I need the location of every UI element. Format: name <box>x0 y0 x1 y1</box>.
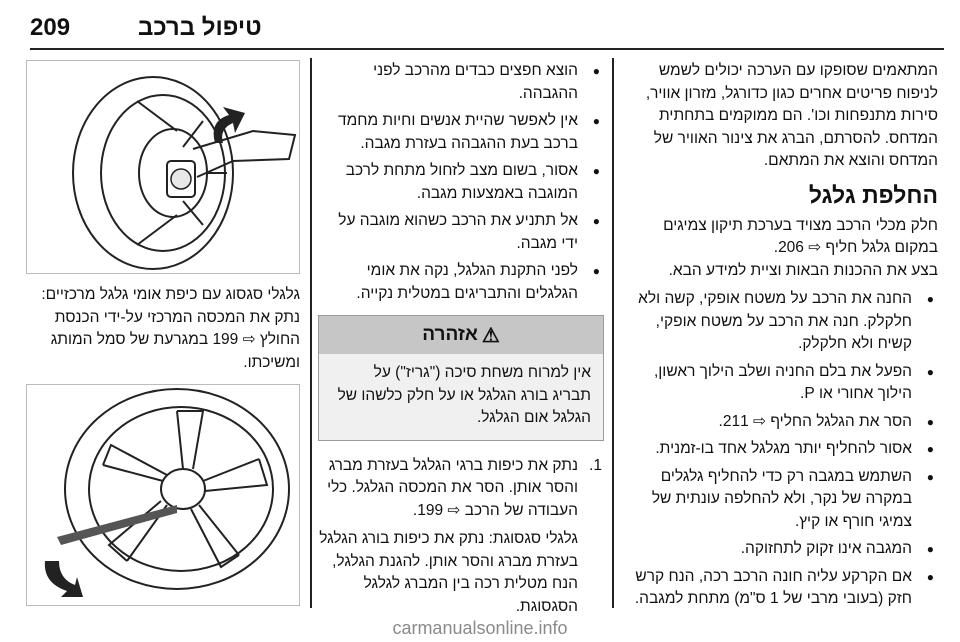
list-item: ● אסור להחליף יותר מגלגל אחד בו-זמנית. <box>620 438 938 461</box>
warning-header <box>319 316 603 354</box>
list-item: ● אין לאפשר שהיית אנשים וחיות מחמד ברכב בעת ההגבהה בעזרת מגבה. <box>318 110 604 155</box>
list-item: ● הסר את הגלגל החליף ⇨ 211. <box>620 411 938 434</box>
warning-title: אזהרה <box>422 324 478 345</box>
step-text: גלגלי סגסוגת: נתק את כיפות בורג הגלגל בעזרת מברג והסר אותן. להגנת הגלגל, הנח מטלית רכה בין המברג לגלגל הסגסוגת. <box>319 530 578 615</box>
hubcap-caption: גלגלי סגסוג עם כיפת אומי גלגל מרכזיים: נתק את המכסה המרכזי על-ידי הכנסת החולץ ⇨ 199 במגרעת של סמל המותג ומשיכתו. <box>41 286 300 371</box>
step-item <box>318 528 604 618</box>
column-divider <box>310 58 312 608</box>
middle-column <box>318 60 604 624</box>
list-item: ● השתמש במגבה רק כדי להחליף גלגלים במקרה של נקר, ולא להחלפה עונתית של צמיגי חורף או קיץ. <box>620 466 938 534</box>
adapters-paragraph: המתאמים שסופקו עם הערכה יכולים לשמש לניפוח פריטים אחרים כגון כדורגל, מזרון אוויר, סירות מתנפחות וכו'. הם ממוקמים בתחתית המדחס. להסרתם, הברג את צינור האוויר של המדחס והוצא את המתאם. <box>645 62 938 169</box>
kit-paragraph: חלק מכלי הרכב מצויד בערכת תיקון צמיגים במקום גלגל חליף ⇨ 206. <box>663 216 938 256</box>
wheel-bolt-cap-illustration <box>26 384 300 606</box>
watermark: carmanualsonline.info <box>392 618 568 638</box>
step-item <box>318 455 604 523</box>
prep-bullet-list <box>620 288 938 611</box>
step-text: נתק את כיפות ברגי הגלגל בעזרת מברג והסר אותן. הסר את המכסה הגלגל. כלי העבודה של הרכב ⇨ 199. <box>327 456 578 519</box>
column-divider <box>612 58 614 608</box>
list-item: ● הפעל את בלם החניה ושלב הילוך ראשון, הילוך אחורי או P. <box>620 361 938 406</box>
warning-text: אין למרוח משחת סיכה ("גריז") על תבריג בורג הגלגל או על חלק כלשהו של הגלגל אום הגלגל. <box>319 354 603 440</box>
list-item: ● החנה את הרכב על משטח אופקי, קשה ולא חלקלק. חנה את הרכב על משטח אופקי, קשיח ולא חלקלק. <box>620 288 938 356</box>
page-number: 209 <box>30 14 71 41</box>
list-item: ● המגבה אינו זקוק לתחזוקה. <box>620 538 938 561</box>
list-item: ● אסור, בשום מצב לזחול מתחת לרכב המוגבה באמצעות מגבה. <box>318 160 604 205</box>
right-column <box>620 60 938 616</box>
list-item: ● לפני התקנת הגלגל, נקה את אומי הגלגלים והתבריגים במטלית נקייה. <box>318 260 604 305</box>
steps-list <box>318 455 604 619</box>
left-column <box>28 60 300 606</box>
section-title: טיפול ברכב <box>138 14 262 41</box>
list-item: ● הוצא חפצים כבדים מהרכב לפני ההגבהה. <box>318 60 604 105</box>
list-item: ● אם הקרקע עליה חונה הרכב רכה, הנח קרש חזק (בעובי מרבי של 1 ס"מ) מתחת למגבה. <box>620 566 938 611</box>
safety-bullet-list <box>318 60 604 305</box>
list-item: ● אל תתניע את הרכב כשהוא מוגבה על ידי מגבה. <box>318 210 604 255</box>
warning-icon: ⚠ <box>481 324 500 347</box>
hubcap-removal-illustration <box>26 60 300 274</box>
step-number: 1. <box>589 456 602 474</box>
page-header <box>30 14 944 50</box>
wheel-change-heading: החלפת גלגל <box>808 181 938 208</box>
prep-paragraph: בצע את ההכנות הבאות וציית למידע הבא. <box>668 261 938 279</box>
warning-box <box>318 315 604 441</box>
